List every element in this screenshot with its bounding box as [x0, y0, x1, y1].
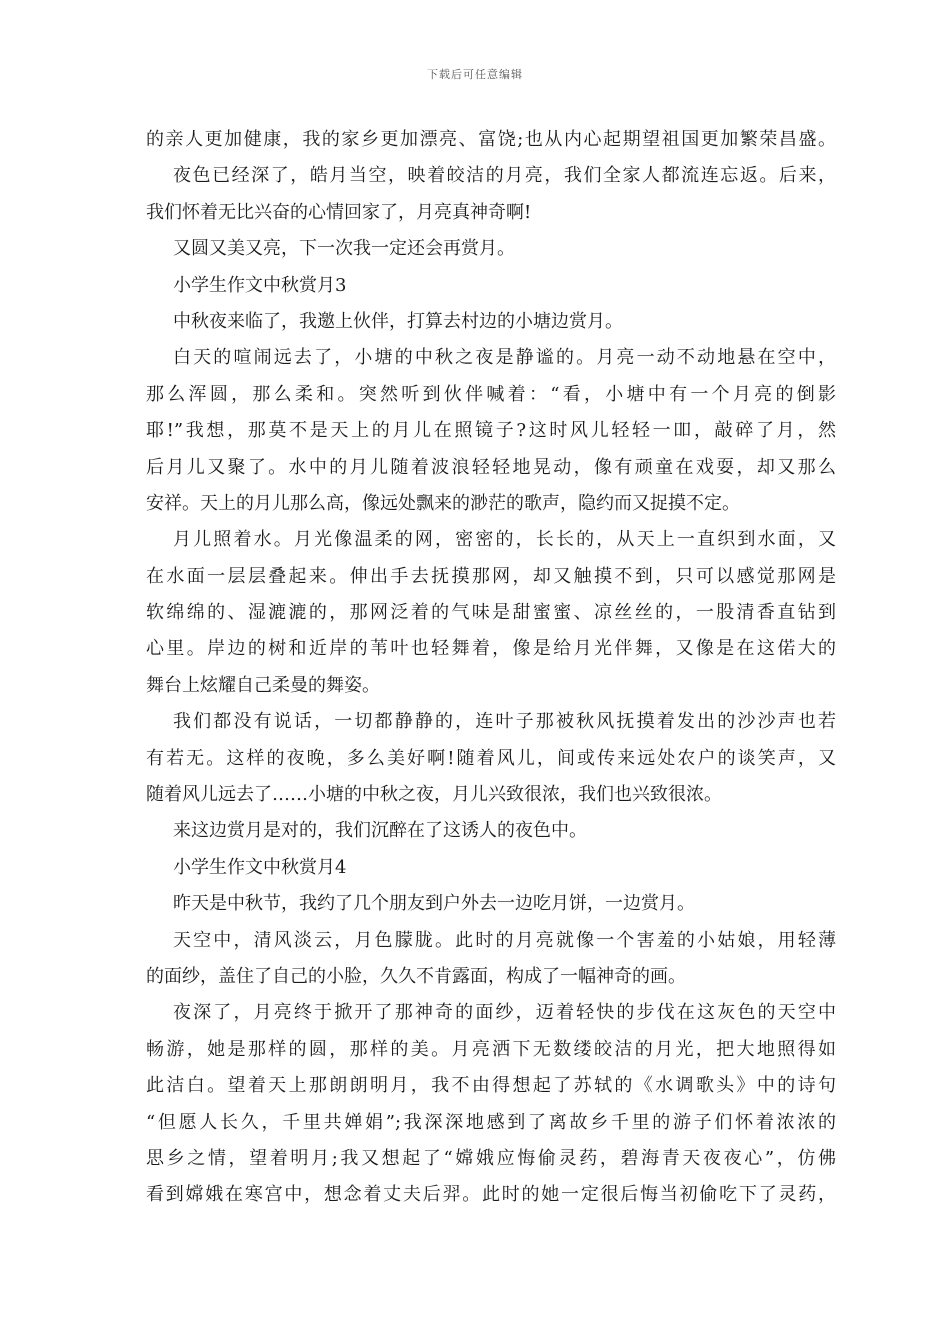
text-line: 随着风儿远去了……小塘的中秋之夜，月儿兴致很浓，我们也兴致很浓。: [146, 784, 722, 806]
text-line: 的亲人更加健康，我的家乡更加漂亮、富饶;也从内心起期望祖国更加繁荣昌盛。: [146, 129, 836, 150]
text-line: 在水面一层层叠起来。伸出手去抚摸那网，却又触摸不到，只可以感觉那网是: [146, 565, 836, 587]
text-line: 看到嫦娥在寒宫中，想念着丈夫后羿。此时的她一定很后悔当初偷吃下了灵药，: [146, 1184, 836, 1206]
text-line: 白天的喧闹远去了，小塘的中秋之夜是静谧的。月亮一动不动地悬在空中，: [173, 347, 836, 369]
text-line: 昨天是中秋节，我约了几个朋友到户外去一边吃月饼，一边赏月。: [173, 893, 695, 915]
text-line: 有若无。这样的夜晚，多么美好啊!随着风儿，间或传来远处农户的谈笑声，又: [146, 747, 836, 769]
text-line: “但愿人长久，千里共婵娟”;我深深地感到了离故乡千里的游子们怀着浓浓的: [146, 1111, 836, 1133]
text-line: 此洁白。望着天上那朗朗明月，我不由得想起了苏轼的《水调歌头》中的诗句: [146, 1075, 836, 1097]
text-line: 的面纱，盖住了自己的小脸，久久不肯露面，构成了一幅神奇的画。: [146, 965, 686, 987]
text-line: 小学生作文中秋赏月4: [173, 856, 347, 878]
text-line: 耶!”我想，那莫不是天上的月儿在照镜子?这时风儿轻轻一吅，敲碎了月，然: [146, 420, 836, 442]
text-line: 舞台上炫耀自己柔曼的舞姿。: [146, 674, 380, 696]
text-line: 安祥。天上的月儿那么高，像远处飘来的渺茫的歌声，隐约而又捉摸不定。: [146, 492, 740, 514]
document-body: [146, 122, 836, 1214]
text-line: 那么浑圆，那么柔和。突然听到伙伴喊着：“看，小塘中有一个月亮的倒影: [146, 383, 836, 405]
text-line: 夜色已经深了，皓月当空，映着皎洁的月亮，我们全家人都流连忘返。后来，: [173, 165, 836, 187]
text-line: 我们都没有说话，一切都静静的，连叶子那被秋风抚摸着发出的沙沙声也若: [173, 711, 836, 733]
text-line: 心里。岸边的树和近岸的苇叶也轻舞着，像是给月光伴舞，又像是在这偌大的: [146, 638, 836, 660]
text-line: 夜深了，月亮终于掀开了那神奇的面纱，迈着轻快的步伐在这灰色的天空中: [173, 1002, 836, 1024]
text-line: 小学生作文中秋赏月3: [173, 274, 347, 296]
text-line: 天空中，清风淡云，月色朦胧。此时的月亮就像一个害羞的小姑娘，用轻薄: [173, 929, 836, 951]
text-line: 月儿照着水。月光像温柔的网，密密的，长长的，从天上一直织到水面，又: [173, 529, 836, 551]
text-line: 我们怀着无比兴奋的心情回家了，月亮真神奇啊!: [146, 201, 532, 223]
text-line: 来这边赏月是对的，我们沉醉在了这诱人的夜色中。: [173, 820, 587, 842]
page-header: 下载后可任意编辑: [427, 68, 523, 81]
text-line: 思乡之情，望着明月;我又想起了“嫦娥应悔偷灵药，碧海青天夜夜心”，仿佛: [146, 1147, 836, 1169]
text-line: 又圆又美又亮，下一次我一定还会再赏月。: [173, 238, 515, 260]
text-line: 畅游，她是那样的圆，那样的美。月亮洒下无数缕皎洁的月光，把大地照得如: [146, 1038, 836, 1060]
text-line: 中秋夜来临了，我邀上伙伴，打算去村边的小塘边赏月。: [173, 310, 623, 332]
text-line: 软绵绵的、湿漉漉的，那网泛着的气味是甜蜜蜜、凉丝丝的，一股清香直钻到: [146, 602, 836, 624]
text-line: 后月儿又聚了。水中的月儿随着波浪轻轻地晃动，像有顽童在戏耍，却又那么: [146, 456, 836, 478]
